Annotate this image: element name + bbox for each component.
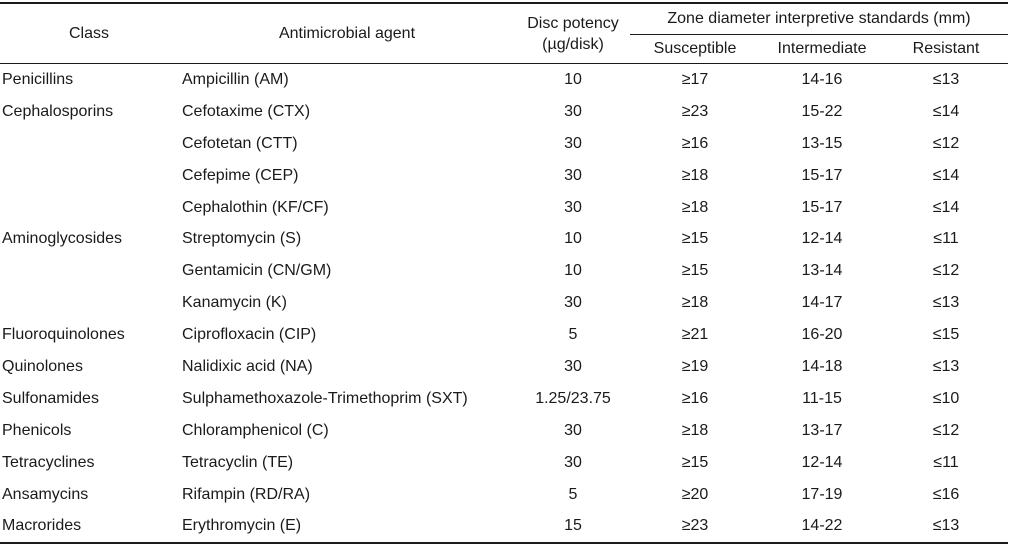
agent-cell: Cefepime (CEP) (182, 166, 299, 184)
table-row (0, 160, 1008, 192)
table-row (0, 96, 1008, 128)
disc-potency-cell: 30 (564, 134, 582, 152)
resistant-cell: ≤16 (932, 485, 960, 503)
header-agent: Antimicrobial agent (178, 3, 516, 64)
class-cell (0, 287, 178, 319)
agent-cell: Chloramphenicol (C) (182, 421, 329, 439)
class-cell: Tetracyclines (2, 453, 95, 471)
disc-potency-cell: 10 (564, 70, 582, 88)
intermediate-cell: 11-15 (802, 389, 842, 407)
susceptible-cell: ≥16 (681, 389, 709, 407)
intermediate-cell: 14-18 (801, 357, 843, 375)
class-cell (0, 192, 178, 224)
susceptible-cell: ≥18 (681, 166, 709, 184)
resistant-cell: ≤14 (932, 198, 960, 216)
intermediate-cell: 14-22 (760, 510, 884, 543)
class-cell: Fluoroquinolones (2, 326, 125, 344)
disc-potency-cell: 5 (568, 326, 578, 344)
table-row (0, 447, 1008, 479)
resistant-cell: ≤14 (932, 102, 960, 120)
agent-cell: Ciprofloxacin (CIP) (182, 326, 317, 344)
resistant-cell: ≤10 (932, 389, 960, 407)
agent-cell: Erythromycin (E) (178, 510, 516, 543)
agent-cell: Nalidixic acid (NA) (182, 357, 313, 375)
disc-potency-cell: 1.25/23.75 (535, 389, 611, 407)
agent-cell: Tetracyclin (TE) (182, 453, 294, 471)
header-disc-line1: Disc potency (527, 14, 619, 32)
class-cell: Ansamycins (2, 485, 89, 503)
table-row (0, 287, 1008, 319)
susceptible-cell: ≥17 (681, 70, 709, 88)
agent-cell: Cefotetan (CTT) (182, 134, 298, 152)
disc-potency-cell: 10 (564, 262, 582, 280)
disc-potency-cell: 30 (564, 453, 582, 471)
table-row (0, 128, 1008, 160)
table-row (0, 223, 1008, 255)
susceptible-cell: ≥18 (681, 421, 709, 439)
agent-cell: Streptomycin (S) (182, 230, 302, 248)
susceptible-cell: ≥15 (681, 262, 709, 280)
resistant-cell: ≤14 (932, 166, 960, 184)
class-cell: Macrorides (0, 510, 178, 543)
resistant-cell: ≤13 (932, 294, 960, 312)
table-row (0, 192, 1008, 224)
intermediate-cell: 13-15 (801, 134, 843, 152)
resistant-cell: ≤11 (933, 230, 959, 248)
class-cell (0, 128, 178, 160)
susceptible-cell: ≥16 (681, 134, 709, 152)
susceptible-cell: ≥23 (630, 510, 760, 543)
susceptible-cell: ≥23 (681, 102, 709, 120)
intermediate-cell: 17-19 (801, 485, 843, 503)
agent-cell: Rifampin (RD/RA) (182, 485, 311, 503)
table-row (0, 383, 1008, 415)
table-row (0, 479, 1008, 511)
resistant-cell: ≤11 (933, 453, 959, 471)
agent-cell: Cephalothin (KF/CF) (182, 198, 329, 216)
disc-potency-cell: 30 (564, 421, 582, 439)
resistant-cell: ≤15 (932, 326, 960, 344)
table-body (0, 64, 1008, 544)
agent-cell: Sulphamethoxazole-Trimethoprim (SXT) (182, 389, 468, 407)
susceptible-cell: ≥15 (681, 230, 709, 248)
resistant-cell: ≤13 (932, 70, 960, 88)
class-cell: Aminoglycosides (2, 230, 123, 248)
resistant-cell: ≤12 (932, 262, 960, 280)
class-cell (0, 160, 178, 192)
intermediate-cell: 14-17 (801, 294, 843, 312)
susceptible-cell: ≥19 (681, 357, 709, 375)
susceptible-cell: ≥20 (681, 485, 709, 503)
susceptible-cell: ≥15 (681, 453, 709, 471)
header-zone-group: Zone diameter interpretive standards (mm) (630, 3, 1008, 35)
class-cell: Cephalosporins (2, 102, 114, 120)
table-row (0, 319, 1008, 351)
header-resistant: Resistant (884, 35, 1008, 64)
table-row (0, 64, 1008, 96)
intermediate-cell: 12-14 (801, 453, 843, 471)
agent-cell: Cefotaxime (CTX) (182, 102, 311, 120)
disc-potency-cell: 15 (516, 510, 630, 543)
susceptible-cell: ≥18 (681, 294, 709, 312)
class-cell: Sulfonamides (2, 389, 99, 407)
agent-cell: Ampicillin (AM) (182, 70, 289, 88)
disc-potency-cell: 30 (564, 102, 582, 120)
resistant-cell: ≤13 (932, 357, 960, 375)
antimicrobial-table (0, 2, 1008, 544)
intermediate-cell: 15-17 (801, 166, 843, 184)
header-disc-potency (516, 3, 630, 64)
disc-potency-cell: 30 (564, 166, 582, 184)
class-cell: Penicillins (2, 70, 74, 88)
header-disc-line2: (µg/disk) (542, 35, 604, 53)
table-row (0, 510, 1008, 543)
disc-potency-cell: 30 (564, 357, 582, 375)
disc-potency-cell: 30 (564, 294, 582, 312)
intermediate-cell: 16-20 (801, 326, 843, 344)
intermediate-cell: 13-14 (801, 262, 843, 280)
agent-cell: Gentamicin (CN/GM) (182, 262, 332, 280)
table-row (0, 351, 1008, 383)
disc-potency-cell: 30 (564, 198, 582, 216)
header-class: Class (0, 3, 178, 64)
intermediate-cell: 15-17 (801, 198, 843, 216)
intermediate-cell: 12-14 (801, 230, 843, 248)
disc-potency-cell: 5 (568, 485, 578, 503)
intermediate-cell: 15-22 (801, 102, 843, 120)
header-susceptible: Susceptible (630, 35, 760, 64)
class-cell: Phenicols (2, 421, 72, 439)
class-cell: Quinolones (2, 357, 83, 375)
intermediate-cell: 14-16 (801, 70, 843, 88)
table-header (0, 3, 1008, 64)
resistant-cell: ≤12 (932, 421, 960, 439)
table-row (0, 415, 1008, 447)
intermediate-cell: 13-17 (801, 421, 843, 439)
susceptible-cell: ≥18 (681, 198, 709, 216)
class-cell (0, 255, 178, 287)
agent-cell: Kanamycin (K) (182, 294, 287, 312)
susceptible-cell: ≥21 (681, 326, 709, 344)
resistant-cell: ≤12 (932, 134, 960, 152)
disc-potency-cell: 10 (564, 230, 582, 248)
resistant-cell: ≤13 (884, 510, 1008, 543)
table-row (0, 255, 1008, 287)
header-intermediate: Intermediate (760, 35, 884, 64)
